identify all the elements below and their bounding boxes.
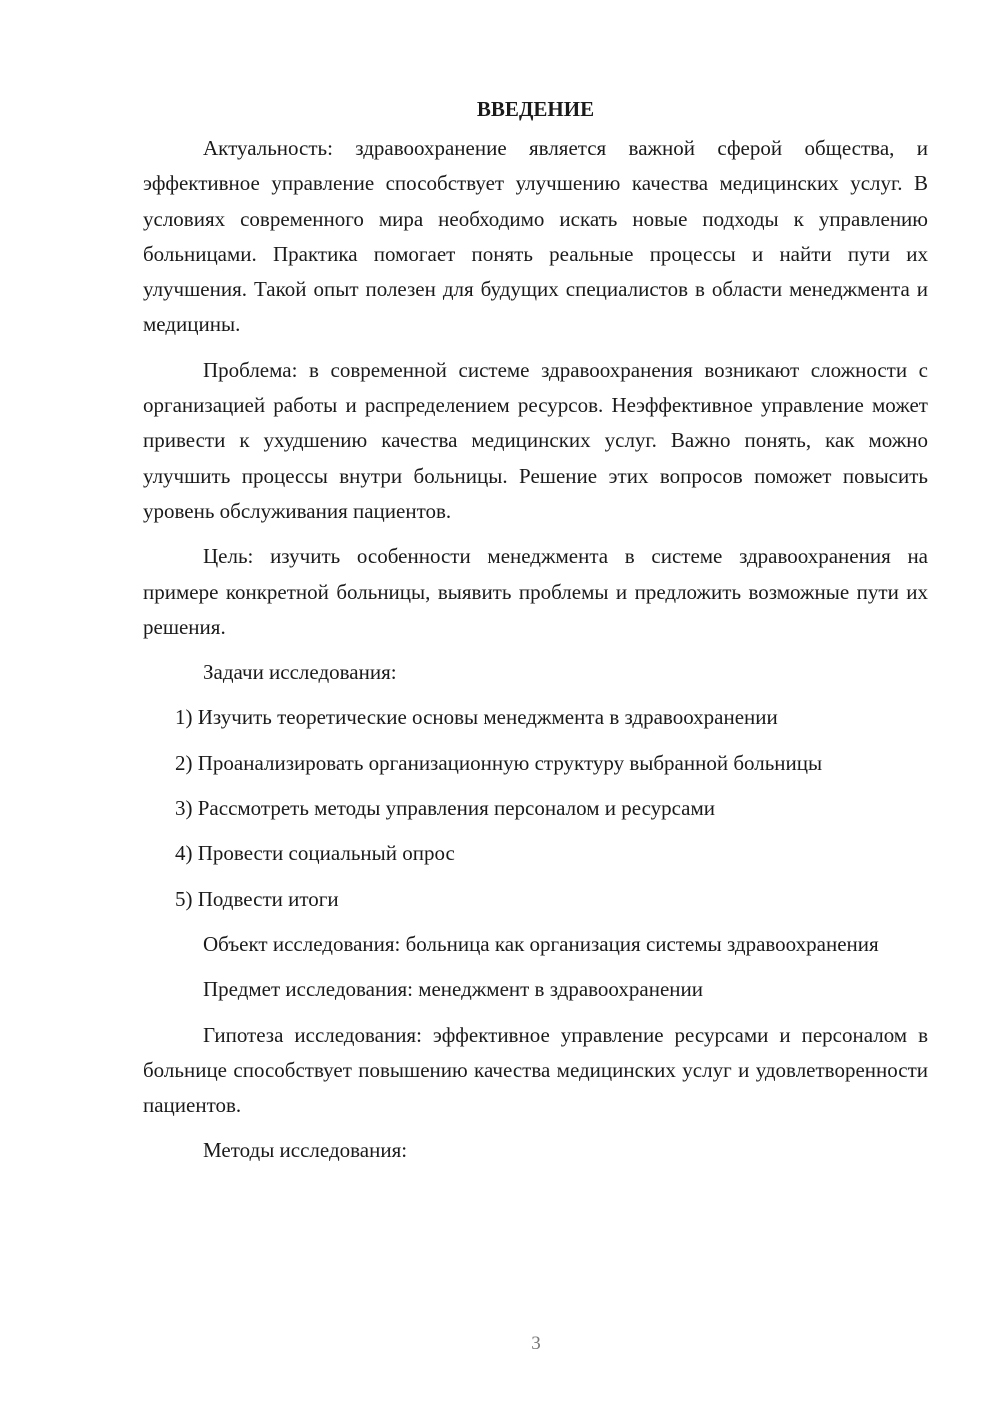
paragraph-tasks-heading: Задачи исследования: bbox=[203, 660, 397, 685]
paragraph-subject: Предмет исследования: менеджмент в здравоохранении bbox=[203, 977, 703, 1002]
paragraph-hypothesis: Гипотеза исследования: эффективное управление ресурсами и персоналом в больнице способствует повышению качества медицинских услуг и удовлетворенности пациентов. bbox=[143, 1022, 928, 1118]
paragraph-relevance: Актуальность: здравоохранение является важной сферой общества, и эффективное управление способствует улучшению качества медицинских услуг. В условиях современного мира необходимо искать новые подходы к управлению больницами. Практика помогает понять реальные процессы и найти пути их улучшения. Такой опыт полезен для будущих специалистов в области менеджмента и медицины. bbox=[143, 136, 928, 337]
paragraph-object: Объект исследования: больница как организация системы здравоохранения bbox=[203, 931, 879, 956]
task-item-3: 3) Рассмотреть методы управления персоналом и ресурсами bbox=[175, 796, 716, 821]
paragraph-goal: Цель: изучить особенности менеджмента в системе здравоохранения на примере конкретной больницы, выявить проблемы и предложить возможные пути их решения. bbox=[143, 544, 928, 639]
task-item-4: 4) Провести социальный опрос bbox=[175, 841, 455, 866]
page-number: 3 bbox=[531, 1333, 541, 1354]
document-page bbox=[143, 92, 928, 1169]
paragraph-problem: Проблема: в современной системе здравоохранения возникают сложности с организацией работы и распределением ресурсов. Неэффективное управление может привести к ухудшению качества медицинских услуг. Важно понять, как можно улучшить процессы внутри больницы. Решение этих вопросов поможет повысить уровень обслуживания пациентов. bbox=[143, 357, 928, 523]
task-item-2: 2) Проанализировать организационную структуру выбранной больницы bbox=[175, 750, 823, 775]
paragraph-methods: Методы исследования: bbox=[203, 1138, 408, 1163]
task-item-5: 5) Подвести итоги bbox=[175, 886, 339, 911]
task-item-1: 1) Изучить теоретические основы менеджмента в здравоохранении bbox=[175, 705, 778, 730]
page-title: ВВЕДЕНИЕ bbox=[476, 97, 595, 121]
